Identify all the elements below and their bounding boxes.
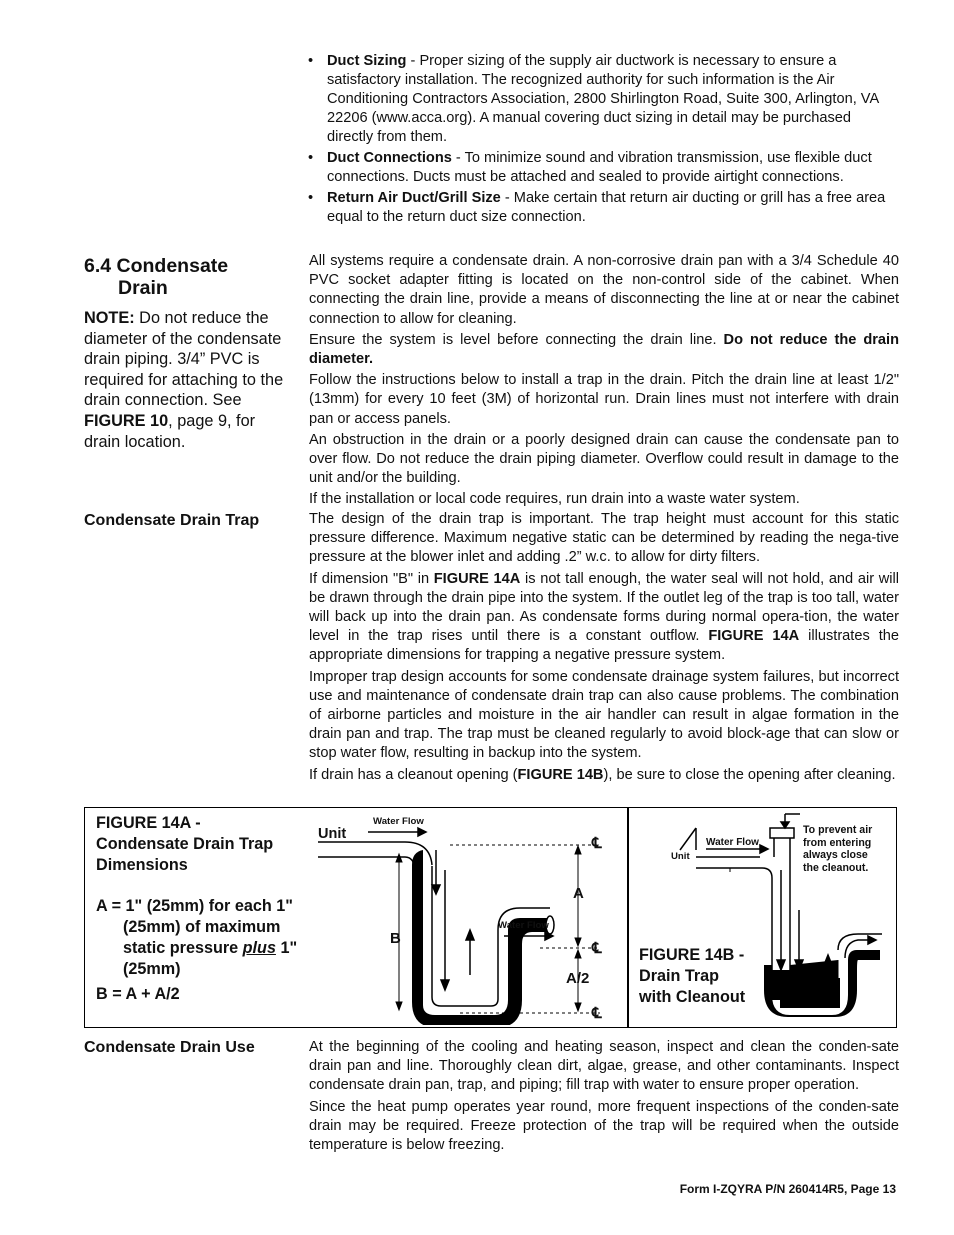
condensate-paragraph-1: All systems require a condensate drain. A non-corrosive drain pan with a 3/4 Schedule 40 PVC socket adapter fitting is located on the non-control side of the cabinet. When connecting the drain line, provide a means of disconnecting the line at or near the cabinet connection to allow for cleaning. [309, 253, 899, 327]
bullet-return-air [305, 189, 900, 227]
condensate-paragraph-3: Follow the instructions below to install a trap in the drain. Pitch the drain line at least 1/2" (13mm) for every 10 feet (3M) of horizontal run. Drain lines must not interfere with drain pan or access panels. [309, 372, 899, 427]
figure-divider [627, 807, 629, 1028]
drain-use-paragraph-2: Since the heat pump operates year round, more frequent inspections of the conden-sate drain may be required. Freeze protection of the trap will be required when the outside temperature is below freezing. [309, 1098, 899, 1154]
fig14a-a-line-2: (25mm) of maximum [123, 918, 281, 937]
trap-body [309, 510, 899, 787]
drain-use-paragraph-1: At the beginning of the cooling and heating season, inspect and clean the conden-sate drain pan and line. Thoroughly clean dirt, algae, grease, and other contaminants. Inspect condensate drain pan, trap, and piping; fill trap with water to ensure proper operation. [309, 1039, 899, 1094]
trap-paragraph-4 [309, 766, 899, 785]
fig14a-dim-a: A [573, 885, 584, 902]
page-footer: Form I-ZQYRA P/N 260414R5, Page 13 [679, 1182, 896, 1196]
a3-plus: plus [242, 938, 276, 957]
fig14a-title-2: Condensate Drain Trap [96, 834, 274, 853]
note-line-2: from entering [803, 836, 872, 849]
fig14b-cleanout-note [803, 824, 872, 874]
fig14b-water-flow: Water Flow [706, 837, 759, 848]
trap-p4-ref: FIGURE 14B [517, 766, 604, 783]
fig14a-water-flow-top: Water Flow [373, 816, 424, 827]
section-heading-line1: 6.4 Condensate [84, 255, 229, 277]
trap-paragraph-2 [309, 570, 899, 666]
trap-p2-ref-2: FIGURE 14A [708, 628, 800, 645]
fig14a-b-line: B = A + A/2 [96, 984, 180, 1003]
condensate-paragraph-4: An obstruction in the drain or a poorly designed drain can cause the condensate pan to over flow. Do not reduce the drain piping diameter. Overflow could result in damage to the unit and/or the building. [309, 431, 899, 487]
flow-arrows [368, 828, 553, 990]
trap-paragraph-3: Improper trap design accounts for some condensate drainage system failures, but incorrect use and maintenance of condensate drain trap can also cause problems. The combination of airborne particles and moisture in the air handler can result in algae formation in the drain pan and trap. The trap must be cleaned regularly to avoid block-age that can slow or stop water flow, resulting in backup into the system. [309, 668, 899, 762]
trap-p4-text-a: If drain has a cleanout opening ( [309, 766, 518, 783]
centerline-mark-top: ℄ [592, 835, 602, 852]
trap-paragraph-1: The design of the drain trap is important. The trap height must account for this static pressure difference. Maximum negative static can be determined by reading the nega-tive pressure at the blower inlet and adding .2” w.c. to allow for dirty filters. [309, 511, 899, 566]
fig14b-title-1: FIGURE 14B - [639, 946, 745, 964]
trap-p2-text-a: If dimension "B" in [309, 570, 434, 587]
fig14b-title-3: with Cleanout [639, 987, 746, 1006]
bullet-term: Duct Sizing [327, 53, 407, 69]
fig14a-water-flow-mid: Water Flow [498, 920, 549, 931]
bullet-term: Return Air Duct/Grill Size [327, 190, 501, 206]
fig14a-dim-b: B [390, 930, 401, 947]
fig14a-caption [96, 813, 326, 1004]
a3-text: static pressure [123, 938, 243, 957]
fig14a-unit-label: Unit [318, 826, 347, 842]
note-figure-ref: FIGURE 10 [84, 411, 169, 430]
condensate-paragraph-2 [309, 331, 899, 369]
fig14a-a-line-4: (25mm) [123, 959, 181, 978]
condensate-paragraph-5: If the installation or local code requires, run drain into a waste water system. [309, 491, 800, 508]
bullet-text: - Make certain that return air ducting or grill has a free area equal to the return duct size connection. [327, 190, 886, 225]
bullet-duct-connections [305, 149, 900, 187]
trap-p2-text-c: illustrates the appropriate dimensions for trapping a negative pressure system. [309, 628, 899, 664]
note-line-3: always close [803, 849, 868, 862]
bullet-term: Duct Connections [327, 150, 452, 166]
centerline-mark-bottom: ℄ [592, 1005, 602, 1022]
bullet-dot: • [308, 53, 314, 69]
condensate-body [309, 252, 899, 512]
fig14a-title-3: Dimensions [96, 855, 188, 874]
bullet-dot: • [308, 150, 314, 166]
drain-use-heading: Condensate Drain Use [84, 1039, 255, 1056]
outlet-pipe-top [838, 934, 882, 950]
fig14a-a-line-3 [96, 938, 326, 959]
note-text-1: Do not reduce the diameter of the condensate drain piping. 3/4” PVC is required for attaching to the drain connection. See [84, 309, 284, 410]
fig14b-unit-label: Unit [671, 851, 690, 862]
fig14a-diagram [310, 810, 620, 1025]
note-line-4: the cleanout. [803, 861, 869, 874]
centerline-mark-mid: ℄ [592, 940, 602, 957]
p2-text: Ensure the system is level before connecting the drain line. [309, 331, 724, 348]
cleanout-cap [770, 828, 794, 838]
bullet-dot: • [308, 190, 314, 206]
section-heading [84, 255, 228, 299]
trap-p4-text-b: ), be sure to close the opening after cleaning. [603, 766, 896, 783]
drain-line-bottom [696, 868, 772, 970]
fig14a-dim-a2: A/2 [566, 970, 590, 987]
note-label: NOTE: [84, 309, 135, 327]
note-line-1: To prevent air [803, 824, 873, 836]
bullet-text: - To minimize sound and vibration transmission, use flexible duct connections. Ducts must be attached and sealed to provide airtight connections. [327, 150, 872, 185]
trap-p2-ref-1: FIGURE 14A [433, 570, 521, 587]
trap-heading: Condensate Drain Trap [84, 512, 260, 529]
fig14b-title-2: Drain Trap [639, 966, 720, 985]
bullet-duct-sizing [305, 52, 900, 147]
duct-bullet-list [305, 52, 900, 229]
p2-bold: Do not reduce the drain diameter. [309, 331, 899, 368]
bullet-text: - Proper sizing of the supply air ductwork is necessary to ensure a satisfactory installation. The recognized authority for such information is the Air Conditioning Contractors Association, 2800 Shirlington Road, Suite 300, Arlington, VA 22206 (www.acca.org). A manual covering duct sizing in detail may be purchased directly from them. [327, 53, 879, 145]
fig14a-a-line-1: A = 1" (25mm) for each 1" [96, 897, 293, 916]
note-text-2: , page 9, for drain location. [84, 411, 256, 451]
drain-use-body [309, 1038, 899, 1157]
a3-text-c: 1" [275, 938, 298, 957]
unit-edge [680, 828, 696, 850]
trap-p2-text-b: is not tall enough, the water seal will not hold, and air will be drawn through the drain pipe into the system. If the outlet leg of the trap is too tall, water will back up into the drain pan. As condensate forms during normal opera-tion, the water level in the trap rises until there is a constant outflow. [309, 570, 899, 645]
section-heading-line2: Drain [118, 277, 168, 299]
fig14a-title-1: FIGURE 14A - [96, 814, 201, 832]
drain-note [84, 308, 284, 452]
